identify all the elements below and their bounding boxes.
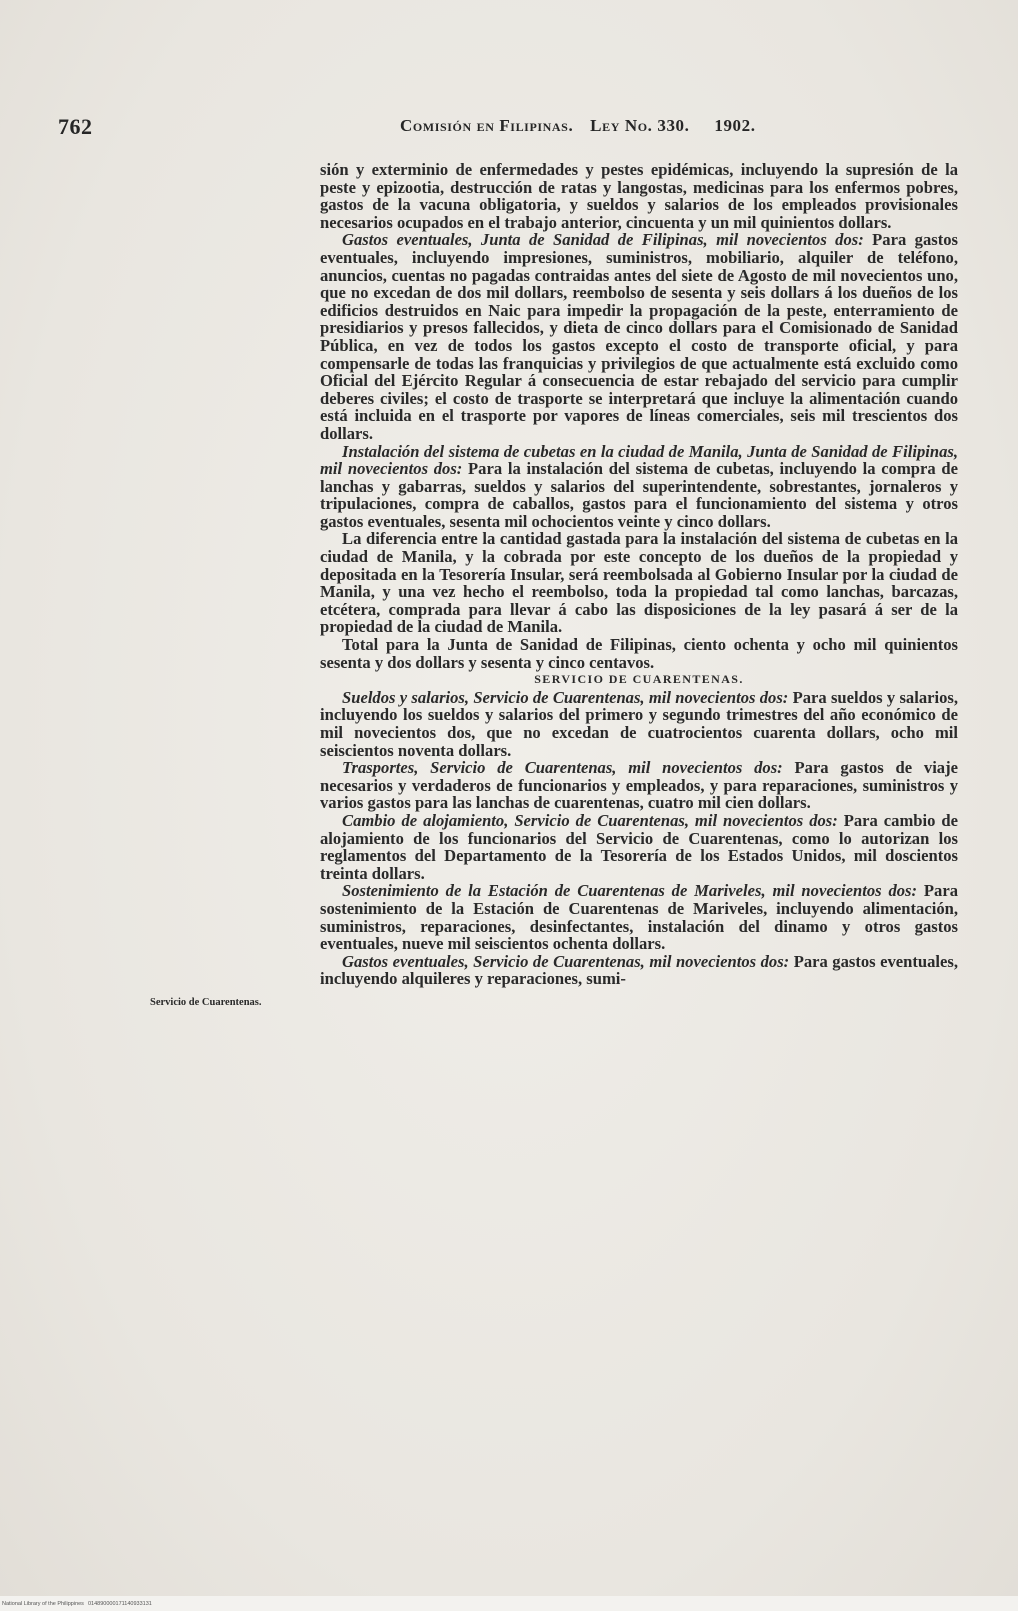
paragraph-3 <box>320 443 958 531</box>
footer-code: 014890000171140933131 <box>88 1601 152 1607</box>
paragraph-10-body: Para gastos eventuales, incluyendo alquileres y reparaciones, sumi- <box>320 951 958 989</box>
running-head-law: Ley No. 330. <box>590 116 690 135</box>
paragraph-2 <box>320 231 958 442</box>
paragraph-7 <box>320 759 958 812</box>
footer-strip <box>0 1596 1018 1611</box>
body-text <box>320 161 958 988</box>
paragraph-2-heading: Gastos eventuales, Junta de Sanidad de Filipinas, mil novecientos dos: <box>342 230 864 250</box>
section-heading: SERVICIO DE CUARENTENAS. <box>534 672 744 687</box>
paragraph-6-heading: Sueldos y salarios, Servicio de Cuarentenas, mil novecientos dos: <box>342 687 789 707</box>
page-number: 762 <box>58 114 93 139</box>
paragraph-10 <box>320 953 958 988</box>
paragraph-1: sión y exterminio de enfermedades y pestes epidémicas, incluyendo la supresión de la peste y epizootia, destrucción de ratas y langostas, medicinas para los enfermos pobres, gastos de la vacuna obligatoria, y sueldos y salarios de los empleados provisionales necesarios ocupados en el trabajo anterior, cincuenta y un mil quinientos dollars. <box>320 160 958 232</box>
paragraph-9-body: Para sostenimiento de la Estación de Cuarentenas de Mariveles, incluyendo alimentación, suministros, reparaciones, desinfectantes, instalación del dinamo y otros gastos eventuales, nueve mil seiscientos ochenta dollars. <box>320 881 958 954</box>
paragraph-10-heading: Gastos eventuales, Servicio de Cuarentenas, mil novecientos dos: <box>342 951 790 971</box>
paragraph-2-body: Para gastos eventuales, incluyendo impresiones, suministros, mobiliario, alquiler de teléfono, anuncios, cuentas no pagadas contraidas antes del siete de Agosto de mil novecientos uno, que no excedan de dos mil dollars, reembolso de sesenta y seis dollars á los dueños de los edificios destruidos en Naic para impedir la propagación de la peste, enterramiento de presidiarios y presos fallecidos, y dieta de cinco dollars para el Comisionado de Sanidad Pública, en vez de todos los gastos excepto el costo de transporte oficial, y para compensarle de todas las franquicias y privilegios de que actualmente está excluido como Oficial del Ejército Regular á consecuencia de estar rebajado del servicio para cumplir deberes civiles; el costo de trasporte se interpretará que incluye la alimentación cuando está incluida en el trasporte por vapores de líneas comerciales, seis mil trescientos dos dollars. <box>320 230 958 443</box>
paragraph-4: La diferencia entre la cantidad gastada para la instalación del sistema de cubetas en la ciudad de Manila, y la cobrada por este concepto de los dueños de la propiedad y depositada en la Tesorería Insular, será reembolsada al Gobierno Insular por la ciudad de Manila, y una vez hecho el reembolso, toda la propiedad tal como lanchas, barcazas, etcétera, comprada para llevar á cabo las disposiciones de la ley pasará á ser de la propiedad de la ciudad de Manila. <box>320 529 958 637</box>
paragraph-3-body: Para la instalación del sistema de cubetas, incluyendo la compra de lanchas y gabarras, sueldos y salarios del superintendente, sobrestantes, jornaleros y tripulaciones, compra de caballos, gastos para el funcionamiento del sistema y otros gastos eventuales, sesenta mil ochocientos veinte y cinco dollars. <box>320 459 958 531</box>
running-head <box>400 116 860 136</box>
footer-library: National Library of the Philippines <box>2 1601 84 1607</box>
paragraph-8-heading: Cambio de alojamiento, Servicio de Cuarentenas, mil novecientos dos: <box>342 810 838 830</box>
paragraph-9 <box>320 882 958 952</box>
paragraph-5: Total para la Junta de Sanidad de Filipinas, ciento ochenta y ocho mil quinientos sesenta y dos dollars y sesenta y cinco centavos. <box>320 635 958 672</box>
running-head-title: Comisión en Filipinas. <box>400 116 574 135</box>
paragraph-6-body: Para sueldos y salarios, incluyendo los sueldos y salarios del primero y segundo trimestres del año económico de mil novecientos dos, que no excedan de cuatrocientos cuarenta dollars, ocho mil seiscientos noventa dollars. <box>320 687 958 760</box>
paragraph-8-body: Para cambio de alojamiento de los funcionarios del Servicio de Cuarentenas, como lo autorizan los reglamentos del Departamento de la Tesorería de los Estados Unidos, mil doscientos treinta dollars. <box>320 810 958 883</box>
paragraph-6 <box>320 689 958 759</box>
margin-note: Servicio de Cuarentenas. <box>150 997 262 1008</box>
paragraph-7-body: Para gastos de viaje necesarios y verdaderos de funcionarios y empleados, y para reparaciones, suministros y varios gastos para las lanchas de cuarentenas, cuatro mil cien dollars. <box>320 758 958 813</box>
paragraph-3-heading: Instalación del sistema de cubetas en la ciudad de Manila, Junta de Sanidad de Filipinas, mil novecientos dos: <box>320 441 958 479</box>
paragraph-9-heading: Sostenimiento de la Estación de Cuarentenas de Mariveles, mil novecientos dos: <box>342 881 918 901</box>
running-head-year: 1902. <box>714 116 756 135</box>
paragraph-7-heading: Trasportes, Servicio de Cuarentenas, mil novecientos dos: <box>342 758 783 778</box>
paragraph-8 <box>320 812 958 882</box>
